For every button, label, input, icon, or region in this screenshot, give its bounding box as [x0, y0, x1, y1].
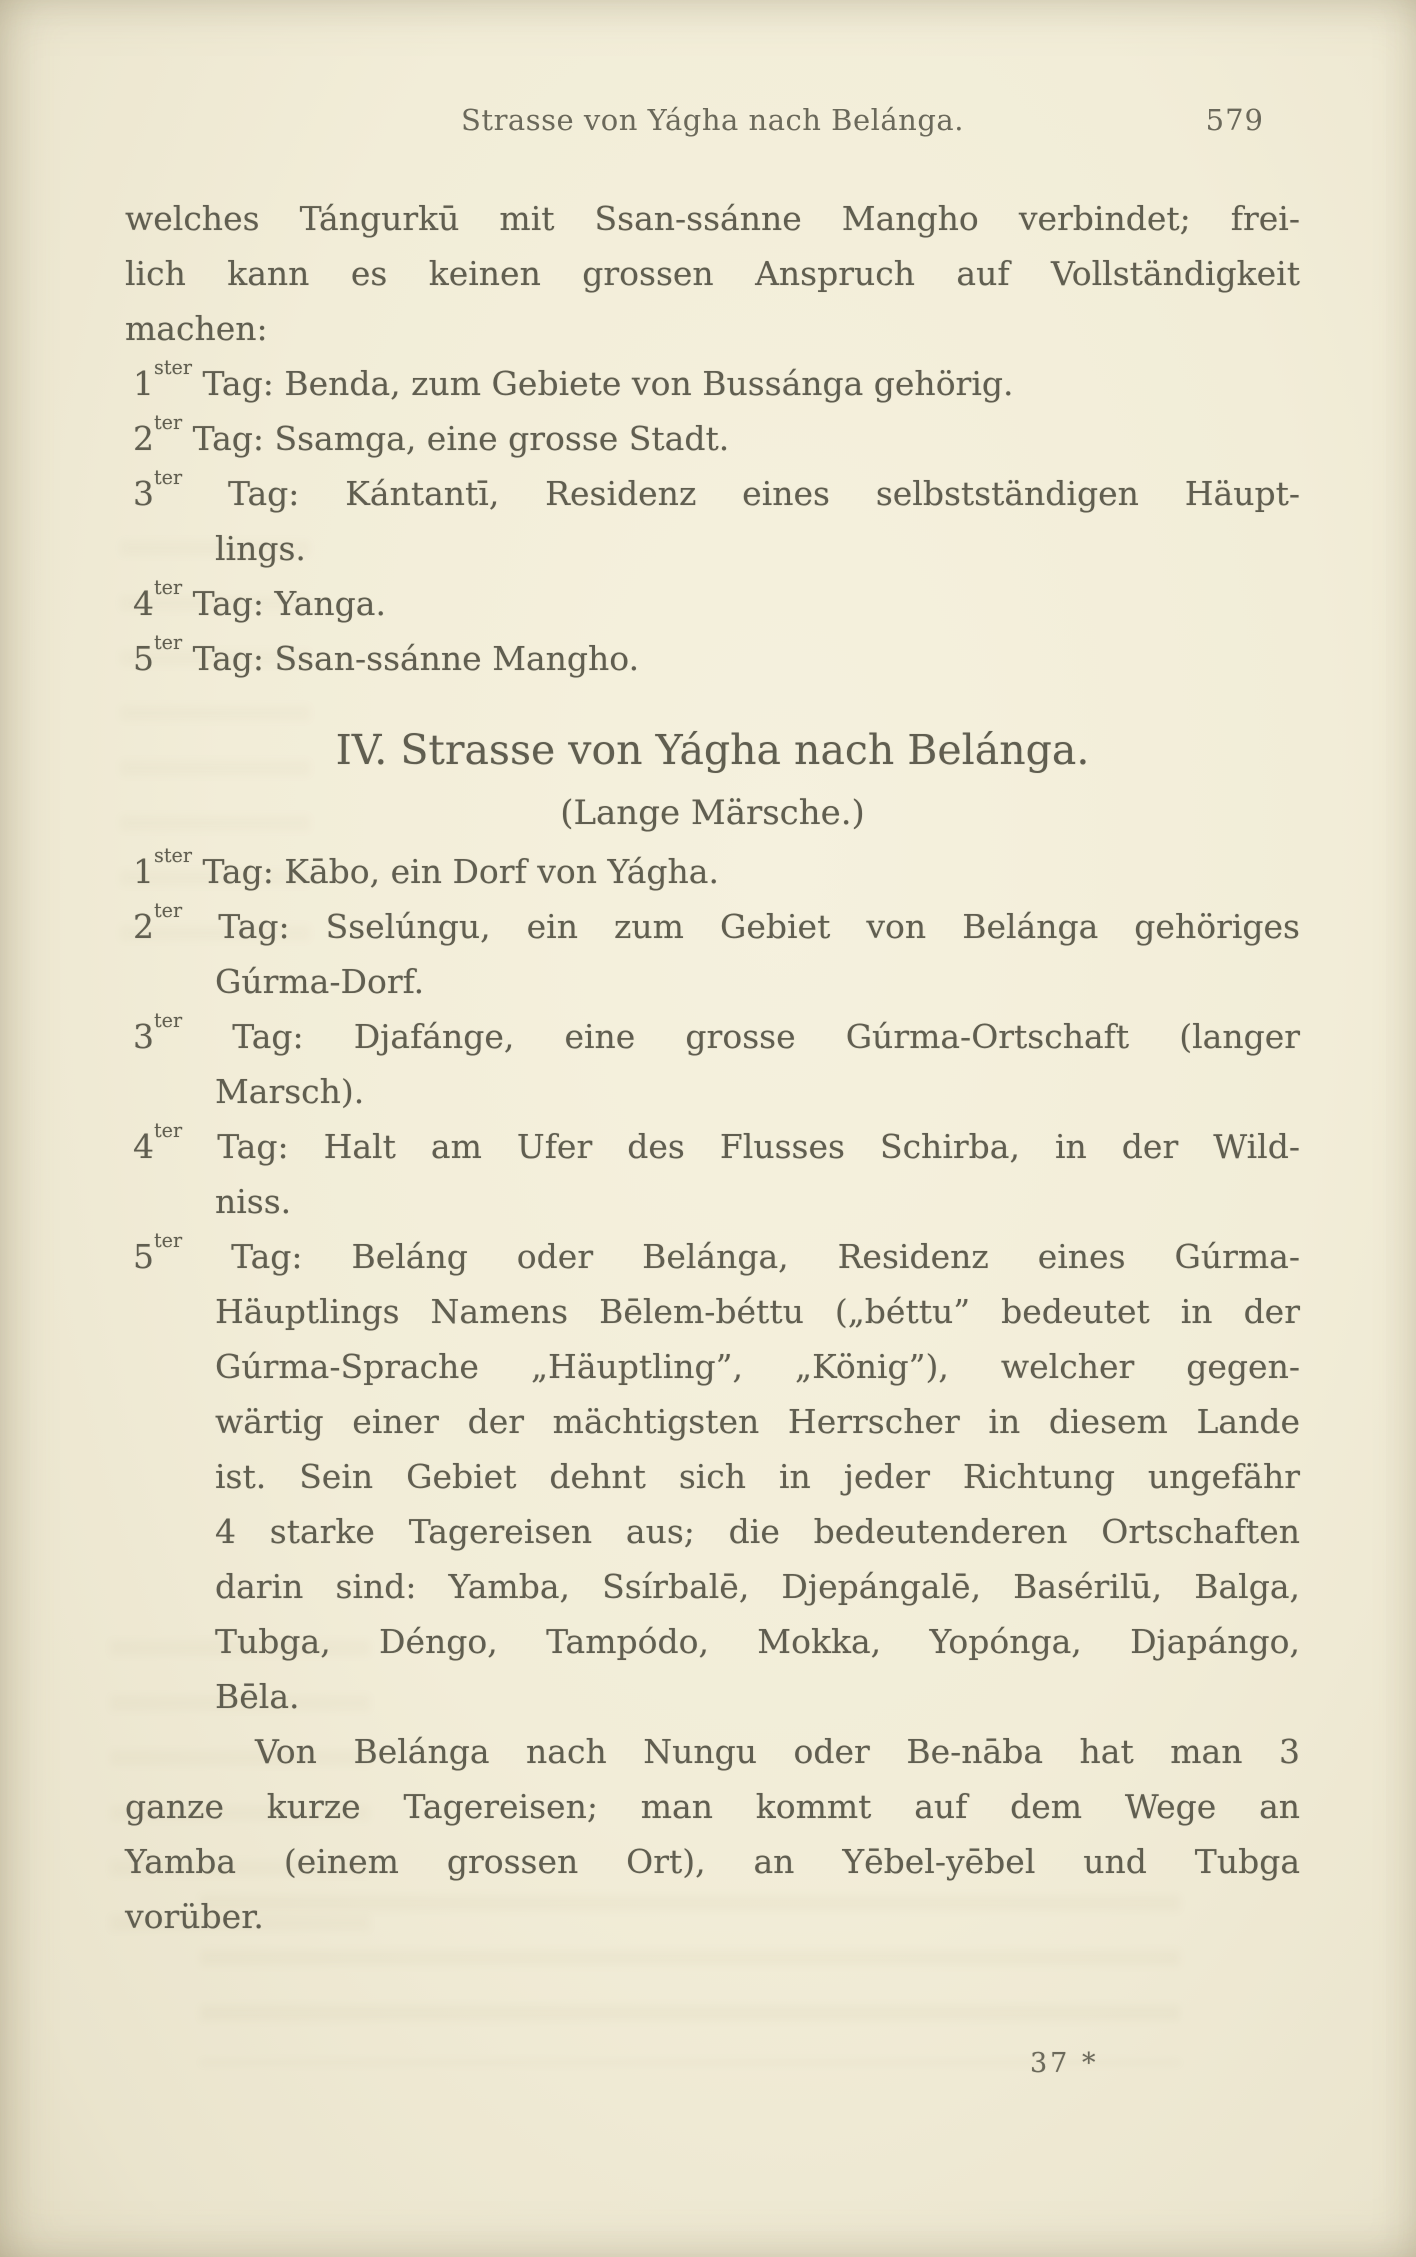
text-line: $1^{ster}$ Tag: Benda, zum Gebiete von Bussánga gehörig. — [133, 356, 1014, 403]
day-ordinal: $3^{ter}$ — [133, 466, 183, 513]
section-heading: IV. Strasse von Yágha nach Belánga. — [335, 726, 1090, 774]
running-title: Strasse von Yágha nach Belánga. — [461, 103, 964, 137]
text-line: welches Tángurkū mit Ssan-ssánne Mangho verbindet; frei- — [125, 199, 1300, 238]
page-number: 579 — [1205, 103, 1264, 137]
text-line: Yamba (einem grossen Ort), an Yēbel-yēbel und Tubga — [125, 1842, 1300, 1881]
text-line: Gúrma-Sprache „Häuptling”, „König”), welcher gegen- — [215, 1347, 1300, 1386]
text-line: $2^{ter}$ Tag: Sselúngu, ein zum Gebiet von Belánga gehöriges — [133, 899, 1300, 946]
day-ordinal: $4^{ter}$ — [133, 576, 183, 623]
signature-mark: 37 * — [1030, 2048, 1099, 2079]
day-ordinal: $2^{ter}$ — [133, 899, 183, 946]
day-ordinal: $1^{ster}$ — [133, 844, 192, 891]
text-line: Marsch). — [215, 1072, 365, 1111]
day-ordinal: $5^{ter}$ — [133, 631, 183, 678]
day-ordinal: $5^{ter}$ — [133, 1229, 183, 1276]
text-line: lings. — [215, 529, 306, 568]
page-body — [125, 191, 1300, 1944]
day-ordinal: $4^{ter}$ — [133, 1119, 183, 1166]
text-line: $3^{ter}$ Tag: Djafánge, eine grosse Gúrma-Ortschaft (langer — [133, 1009, 1300, 1056]
text-line: $5^{ter}$ Tag: Beláng oder Belánga, Residenz eines Gúrma- — [133, 1229, 1300, 1276]
text-line: $3^{ter}$ Tag: Kántantī, Residenz eines selbstständigen Häupt- — [133, 466, 1300, 513]
day-ordinal: $1^{ster}$ — [133, 356, 192, 403]
day-ordinal: $2^{ter}$ — [133, 411, 183, 458]
text-line: niss. — [215, 1182, 292, 1221]
text-line: ist. Sein Gebiet dehnt sich in jeder Richtung ungefähr — [215, 1457, 1300, 1496]
text-line: Häuptlings Namens Bēlem-béttu („béttu” bedeutet in der — [215, 1292, 1300, 1331]
text-line: lich kann es keinen grossen Anspruch auf Vollständigkeit — [125, 254, 1300, 293]
text-line: darin sind: Yamba, Ssírbalē, Djepángalē, Basérilū, Balga, — [215, 1567, 1300, 1606]
text-line: Von Belánga nach Nungu oder Be-nāba hat man 3 — [255, 1732, 1300, 1771]
text-line: machen: — [125, 309, 268, 348]
text-line: ganze kurze Tagereisen; man kommt auf dem Wege an — [125, 1787, 1300, 1826]
text-line: $5^{ter}$ Tag: Ssan-ssánne Mangho. — [133, 631, 640, 678]
text-line: $4^{ter}$ Tag: Yanga. — [133, 576, 386, 623]
section-subheading: (Lange Märsche.) — [560, 793, 865, 833]
text-line: Bēla. — [215, 1677, 300, 1716]
text-line: $2^{ter}$ Tag: Ssamga, eine grosse Stadt. — [133, 411, 730, 458]
text-line: 4 starke Tagereisen aus; die bedeutenderen Ortschaften — [215, 1512, 1300, 1551]
text-line: Gúrma-Dorf. — [215, 962, 425, 1001]
text-line: wärtig einer der mächtigsten Herrscher in diesem Lande — [215, 1402, 1300, 1441]
text-line: vorüber. — [125, 1897, 264, 1936]
text-line: $1^{ster}$ Tag: Kābo, ein Dorf von Yágha. — [133, 844, 719, 891]
text-line: Tubga, Déngo, Tampódo, Mokka, Yopónga, Djapángo, — [215, 1622, 1300, 1661]
text-line: $4^{ter}$ Tag: Halt am Ufer des Flusses Schirba, in der Wild- — [133, 1119, 1300, 1166]
page-header — [125, 103, 1300, 137]
day-ordinal: $3^{ter}$ — [133, 1009, 183, 1056]
